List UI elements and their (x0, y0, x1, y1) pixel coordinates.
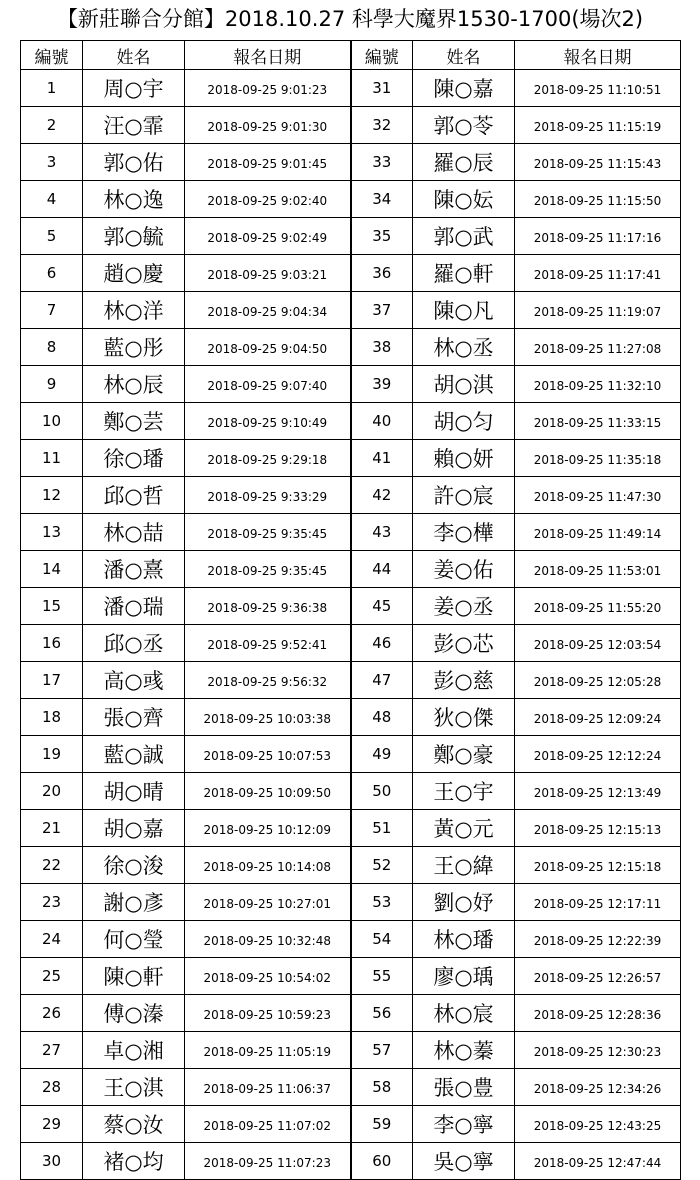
entry-name: 林○喆 (83, 514, 185, 551)
entry-number: 58 (351, 1069, 413, 1106)
entry-signup-time: 2018-09-25 12:12:24 (515, 736, 681, 773)
entry-signup-time: 2018-09-25 11:17:41 (515, 255, 681, 292)
table-row (21, 1069, 681, 1106)
entry-signup-time: 2018-09-25 9:33:29 (185, 477, 351, 514)
table-row (21, 699, 681, 736)
entry-signup-time: 2018-09-25 12:26:57 (515, 958, 681, 995)
entry-number: 8 (21, 329, 83, 366)
entry-number: 7 (21, 292, 83, 329)
entry-number: 35 (351, 218, 413, 255)
entry-name: 胡○嘉 (83, 810, 185, 847)
entry-name: 郭○武 (413, 218, 515, 255)
entry-number: 21 (21, 810, 83, 847)
entry-number: 9 (21, 366, 83, 403)
entry-number: 47 (351, 662, 413, 699)
table-row (21, 847, 681, 884)
header-signup-date: 報名日期 (185, 41, 351, 70)
entry-name: 陳○凡 (413, 292, 515, 329)
entry-signup-time: 2018-09-25 12:05:28 (515, 662, 681, 699)
entry-number: 5 (21, 218, 83, 255)
table-row (21, 366, 681, 403)
entry-name: 汪○霏 (83, 107, 185, 144)
entry-signup-time: 2018-09-25 9:01:30 (185, 107, 351, 144)
table-row (21, 588, 681, 625)
entry-signup-time: 2018-09-25 11:07:02 (185, 1106, 351, 1143)
entry-name: 林○璠 (413, 921, 515, 958)
entry-name: 胡○晴 (83, 773, 185, 810)
registration-table (20, 40, 681, 1180)
page-title: 【新莊聯合分館】2018.10.27 科學大魔界1530-1700(場次2) (56, 7, 644, 31)
entry-name: 林○洋 (83, 292, 185, 329)
entry-number: 13 (21, 514, 83, 551)
entry-name: 羅○軒 (413, 255, 515, 292)
entry-signup-time: 2018-09-25 10:32:48 (185, 921, 351, 958)
entry-number: 16 (21, 625, 83, 662)
entry-name: 郭○苓 (413, 107, 515, 144)
entry-signup-time: 2018-09-25 11:10:51 (515, 70, 681, 107)
table-row (21, 995, 681, 1032)
entry-name: 陳○軒 (83, 958, 185, 995)
entry-number: 29 (21, 1106, 83, 1143)
entry-name: 劉○妤 (413, 884, 515, 921)
entry-signup-time: 2018-09-25 12:17:11 (515, 884, 681, 921)
table-row (21, 662, 681, 699)
entry-number: 34 (351, 181, 413, 218)
entry-number: 52 (351, 847, 413, 884)
table-row (21, 1143, 681, 1180)
table-row (21, 1032, 681, 1069)
entry-name: 吳○寧 (413, 1143, 515, 1180)
entry-signup-time: 2018-09-25 11:15:43 (515, 144, 681, 181)
entry-signup-time: 2018-09-25 9:56:32 (185, 662, 351, 699)
table-row (21, 514, 681, 551)
entry-number: 24 (21, 921, 83, 958)
header-number: 編號 (351, 41, 413, 70)
entry-signup-time: 2018-09-25 10:12:09 (185, 810, 351, 847)
entry-signup-time: 2018-09-25 9:02:49 (185, 218, 351, 255)
entry-signup-time: 2018-09-25 12:09:24 (515, 699, 681, 736)
entry-number: 54 (351, 921, 413, 958)
entry-number: 40 (351, 403, 413, 440)
entry-number: 3 (21, 144, 83, 181)
entry-signup-time: 2018-09-25 9:04:50 (185, 329, 351, 366)
header-name: 姓名 (83, 41, 185, 70)
entry-signup-time: 2018-09-25 9:35:45 (185, 514, 351, 551)
entry-number: 20 (21, 773, 83, 810)
entry-signup-time: 2018-09-25 11:33:15 (515, 403, 681, 440)
entry-number: 51 (351, 810, 413, 847)
entry-signup-time: 2018-09-25 11:55:20 (515, 588, 681, 625)
table-row (21, 181, 681, 218)
entry-name: 陳○妘 (413, 181, 515, 218)
entry-signup-time: 2018-09-25 10:09:50 (185, 773, 351, 810)
entry-name: 姜○丞 (413, 588, 515, 625)
entry-name: 林○逸 (83, 181, 185, 218)
entry-number: 38 (351, 329, 413, 366)
entry-name: 郭○毓 (83, 218, 185, 255)
entry-signup-time: 2018-09-25 12:28:36 (515, 995, 681, 1032)
table-row (21, 144, 681, 181)
entry-signup-time: 2018-09-25 11:17:16 (515, 218, 681, 255)
entry-name: 彭○慈 (413, 662, 515, 699)
entry-name: 鄭○芸 (83, 403, 185, 440)
entry-number: 43 (351, 514, 413, 551)
table-row (21, 958, 681, 995)
entry-name: 廖○瑀 (413, 958, 515, 995)
entry-name: 王○宇 (413, 773, 515, 810)
entry-number: 17 (21, 662, 83, 699)
entry-name: 藍○誠 (83, 736, 185, 773)
table-row (21, 884, 681, 921)
entry-name: 趙○慶 (83, 255, 185, 292)
table-row (21, 477, 681, 514)
entry-name: 李○寧 (413, 1106, 515, 1143)
header-number: 編號 (21, 41, 83, 70)
entry-number: 26 (21, 995, 83, 1032)
entry-name: 張○豊 (413, 1069, 515, 1106)
entry-number: 22 (21, 847, 83, 884)
table-row (21, 440, 681, 477)
entry-number: 50 (351, 773, 413, 810)
entry-number: 60 (351, 1143, 413, 1180)
entry-signup-time: 2018-09-25 11:07:23 (185, 1143, 351, 1180)
entry-number: 41 (351, 440, 413, 477)
entry-name: 彭○芯 (413, 625, 515, 662)
entry-number: 32 (351, 107, 413, 144)
entry-signup-time: 2018-09-25 11:53:01 (515, 551, 681, 588)
entry-number: 18 (21, 699, 83, 736)
entry-name: 張○齊 (83, 699, 185, 736)
entry-signup-time: 2018-09-25 11:27:08 (515, 329, 681, 366)
table-row (21, 403, 681, 440)
header-row (21, 41, 681, 70)
entry-number: 6 (21, 255, 83, 292)
entry-name: 陳○嘉 (413, 70, 515, 107)
entry-number: 12 (21, 477, 83, 514)
table-row (21, 625, 681, 662)
entry-name: 王○淇 (83, 1069, 185, 1106)
entry-name: 胡○淇 (413, 366, 515, 403)
entry-signup-time: 2018-09-25 9:36:38 (185, 588, 351, 625)
entry-signup-time: 2018-09-25 12:13:49 (515, 773, 681, 810)
table-row (21, 329, 681, 366)
entry-name: 傅○溱 (83, 995, 185, 1032)
entry-signup-time: 2018-09-25 9:07:40 (185, 366, 351, 403)
entry-number: 59 (351, 1106, 413, 1143)
entry-name: 潘○瑞 (83, 588, 185, 625)
entry-name: 許○宸 (413, 477, 515, 514)
entry-signup-time: 2018-09-25 11:15:50 (515, 181, 681, 218)
entry-name: 周○宇 (83, 70, 185, 107)
entry-name: 邱○哲 (83, 477, 185, 514)
entry-signup-time: 2018-09-25 10:14:08 (185, 847, 351, 884)
table-row (21, 255, 681, 292)
entry-signup-time: 2018-09-25 9:01:23 (185, 70, 351, 107)
entry-signup-time: 2018-09-25 11:05:19 (185, 1032, 351, 1069)
entry-number: 46 (351, 625, 413, 662)
entry-number: 31 (351, 70, 413, 107)
entry-signup-time: 2018-09-25 12:03:54 (515, 625, 681, 662)
entry-name: 蔡○汝 (83, 1106, 185, 1143)
entry-signup-time: 2018-09-25 9:01:45 (185, 144, 351, 181)
entry-number: 25 (21, 958, 83, 995)
entry-name: 褚○均 (83, 1143, 185, 1180)
entry-number: 15 (21, 588, 83, 625)
entry-number: 39 (351, 366, 413, 403)
table-row (21, 218, 681, 255)
entry-name: 賴○妍 (413, 440, 515, 477)
entry-number: 49 (351, 736, 413, 773)
entry-signup-time: 2018-09-25 10:07:53 (185, 736, 351, 773)
entry-signup-time: 2018-09-25 11:32:10 (515, 366, 681, 403)
table-body (21, 70, 681, 1180)
entry-signup-time: 2018-09-25 11:47:30 (515, 477, 681, 514)
entry-name: 黃○元 (413, 810, 515, 847)
entry-signup-time: 2018-09-25 12:47:44 (515, 1143, 681, 1180)
entry-signup-time: 2018-09-25 12:22:39 (515, 921, 681, 958)
entry-name: 羅○辰 (413, 144, 515, 181)
table-row (21, 1106, 681, 1143)
entry-number: 42 (351, 477, 413, 514)
entry-number: 23 (21, 884, 83, 921)
entry-name: 郭○佑 (83, 144, 185, 181)
entry-signup-time: 2018-09-25 12:34:26 (515, 1069, 681, 1106)
entry-name: 高○彧 (83, 662, 185, 699)
entry-signup-time: 2018-09-25 9:10:49 (185, 403, 351, 440)
entry-name: 胡○匀 (413, 403, 515, 440)
entry-name: 何○瑩 (83, 921, 185, 958)
entry-name: 謝○彥 (83, 884, 185, 921)
table-row (21, 921, 681, 958)
entry-signup-time: 2018-09-25 9:03:21 (185, 255, 351, 292)
entry-signup-time: 2018-09-25 12:15:18 (515, 847, 681, 884)
table-row (21, 736, 681, 773)
table-row (21, 107, 681, 144)
header-name: 姓名 (413, 41, 515, 70)
entry-name: 潘○熹 (83, 551, 185, 588)
entry-name: 卓○湘 (83, 1032, 185, 1069)
entry-name: 林○蓁 (413, 1032, 515, 1069)
entry-signup-time: 2018-09-25 11:15:19 (515, 107, 681, 144)
table-row (21, 810, 681, 847)
entry-name: 邱○丞 (83, 625, 185, 662)
entry-signup-time: 2018-09-25 9:52:41 (185, 625, 351, 662)
entry-number: 37 (351, 292, 413, 329)
entry-name: 藍○彤 (83, 329, 185, 366)
entry-name: 王○緯 (413, 847, 515, 884)
header-signup-date: 報名日期 (515, 41, 681, 70)
entry-signup-time: 2018-09-25 11:49:14 (515, 514, 681, 551)
entry-signup-time: 2018-09-25 11:35:18 (515, 440, 681, 477)
table-row (21, 70, 681, 107)
table-row (21, 773, 681, 810)
entry-number: 55 (351, 958, 413, 995)
entry-name: 姜○佑 (413, 551, 515, 588)
entry-signup-time: 2018-09-25 12:15:13 (515, 810, 681, 847)
entry-name: 狄○傑 (413, 699, 515, 736)
table-row (21, 551, 681, 588)
entry-signup-time: 2018-09-25 9:35:45 (185, 551, 351, 588)
entry-number: 2 (21, 107, 83, 144)
entry-number: 27 (21, 1032, 83, 1069)
entry-signup-time: 2018-09-25 10:54:02 (185, 958, 351, 995)
table-row (21, 292, 681, 329)
entry-name: 林○宸 (413, 995, 515, 1032)
entry-name: 林○辰 (83, 366, 185, 403)
entry-number: 36 (351, 255, 413, 292)
entry-number: 33 (351, 144, 413, 181)
entry-number: 19 (21, 736, 83, 773)
entry-signup-time: 2018-09-25 10:03:38 (185, 699, 351, 736)
entry-number: 1 (21, 70, 83, 107)
entry-signup-time: 2018-09-25 9:29:18 (185, 440, 351, 477)
entry-number: 48 (351, 699, 413, 736)
entry-name: 鄭○豪 (413, 736, 515, 773)
entry-number: 53 (351, 884, 413, 921)
entry-number: 4 (21, 181, 83, 218)
entry-number: 44 (351, 551, 413, 588)
entry-number: 10 (21, 403, 83, 440)
entry-number: 11 (21, 440, 83, 477)
entry-number: 28 (21, 1069, 83, 1106)
entry-number: 45 (351, 588, 413, 625)
entry-signup-time: 2018-09-25 10:27:01 (185, 884, 351, 921)
entry-signup-time: 2018-09-25 12:43:25 (515, 1106, 681, 1143)
entry-signup-time: 2018-09-25 12:30:23 (515, 1032, 681, 1069)
entry-signup-time: 2018-09-25 10:59:23 (185, 995, 351, 1032)
entry-signup-time: 2018-09-25 11:19:07 (515, 292, 681, 329)
entry-number: 14 (21, 551, 83, 588)
entry-signup-time: 2018-09-25 11:06:37 (185, 1069, 351, 1106)
entry-name: 林○丞 (413, 329, 515, 366)
entry-number: 57 (351, 1032, 413, 1069)
entry-name: 徐○浚 (83, 847, 185, 884)
entry-name: 李○樺 (413, 514, 515, 551)
entry-signup-time: 2018-09-25 9:02:40 (185, 181, 351, 218)
entry-name: 徐○璠 (83, 440, 185, 477)
entry-signup-time: 2018-09-25 9:04:34 (185, 292, 351, 329)
entry-number: 30 (21, 1143, 83, 1180)
entry-number: 56 (351, 995, 413, 1032)
